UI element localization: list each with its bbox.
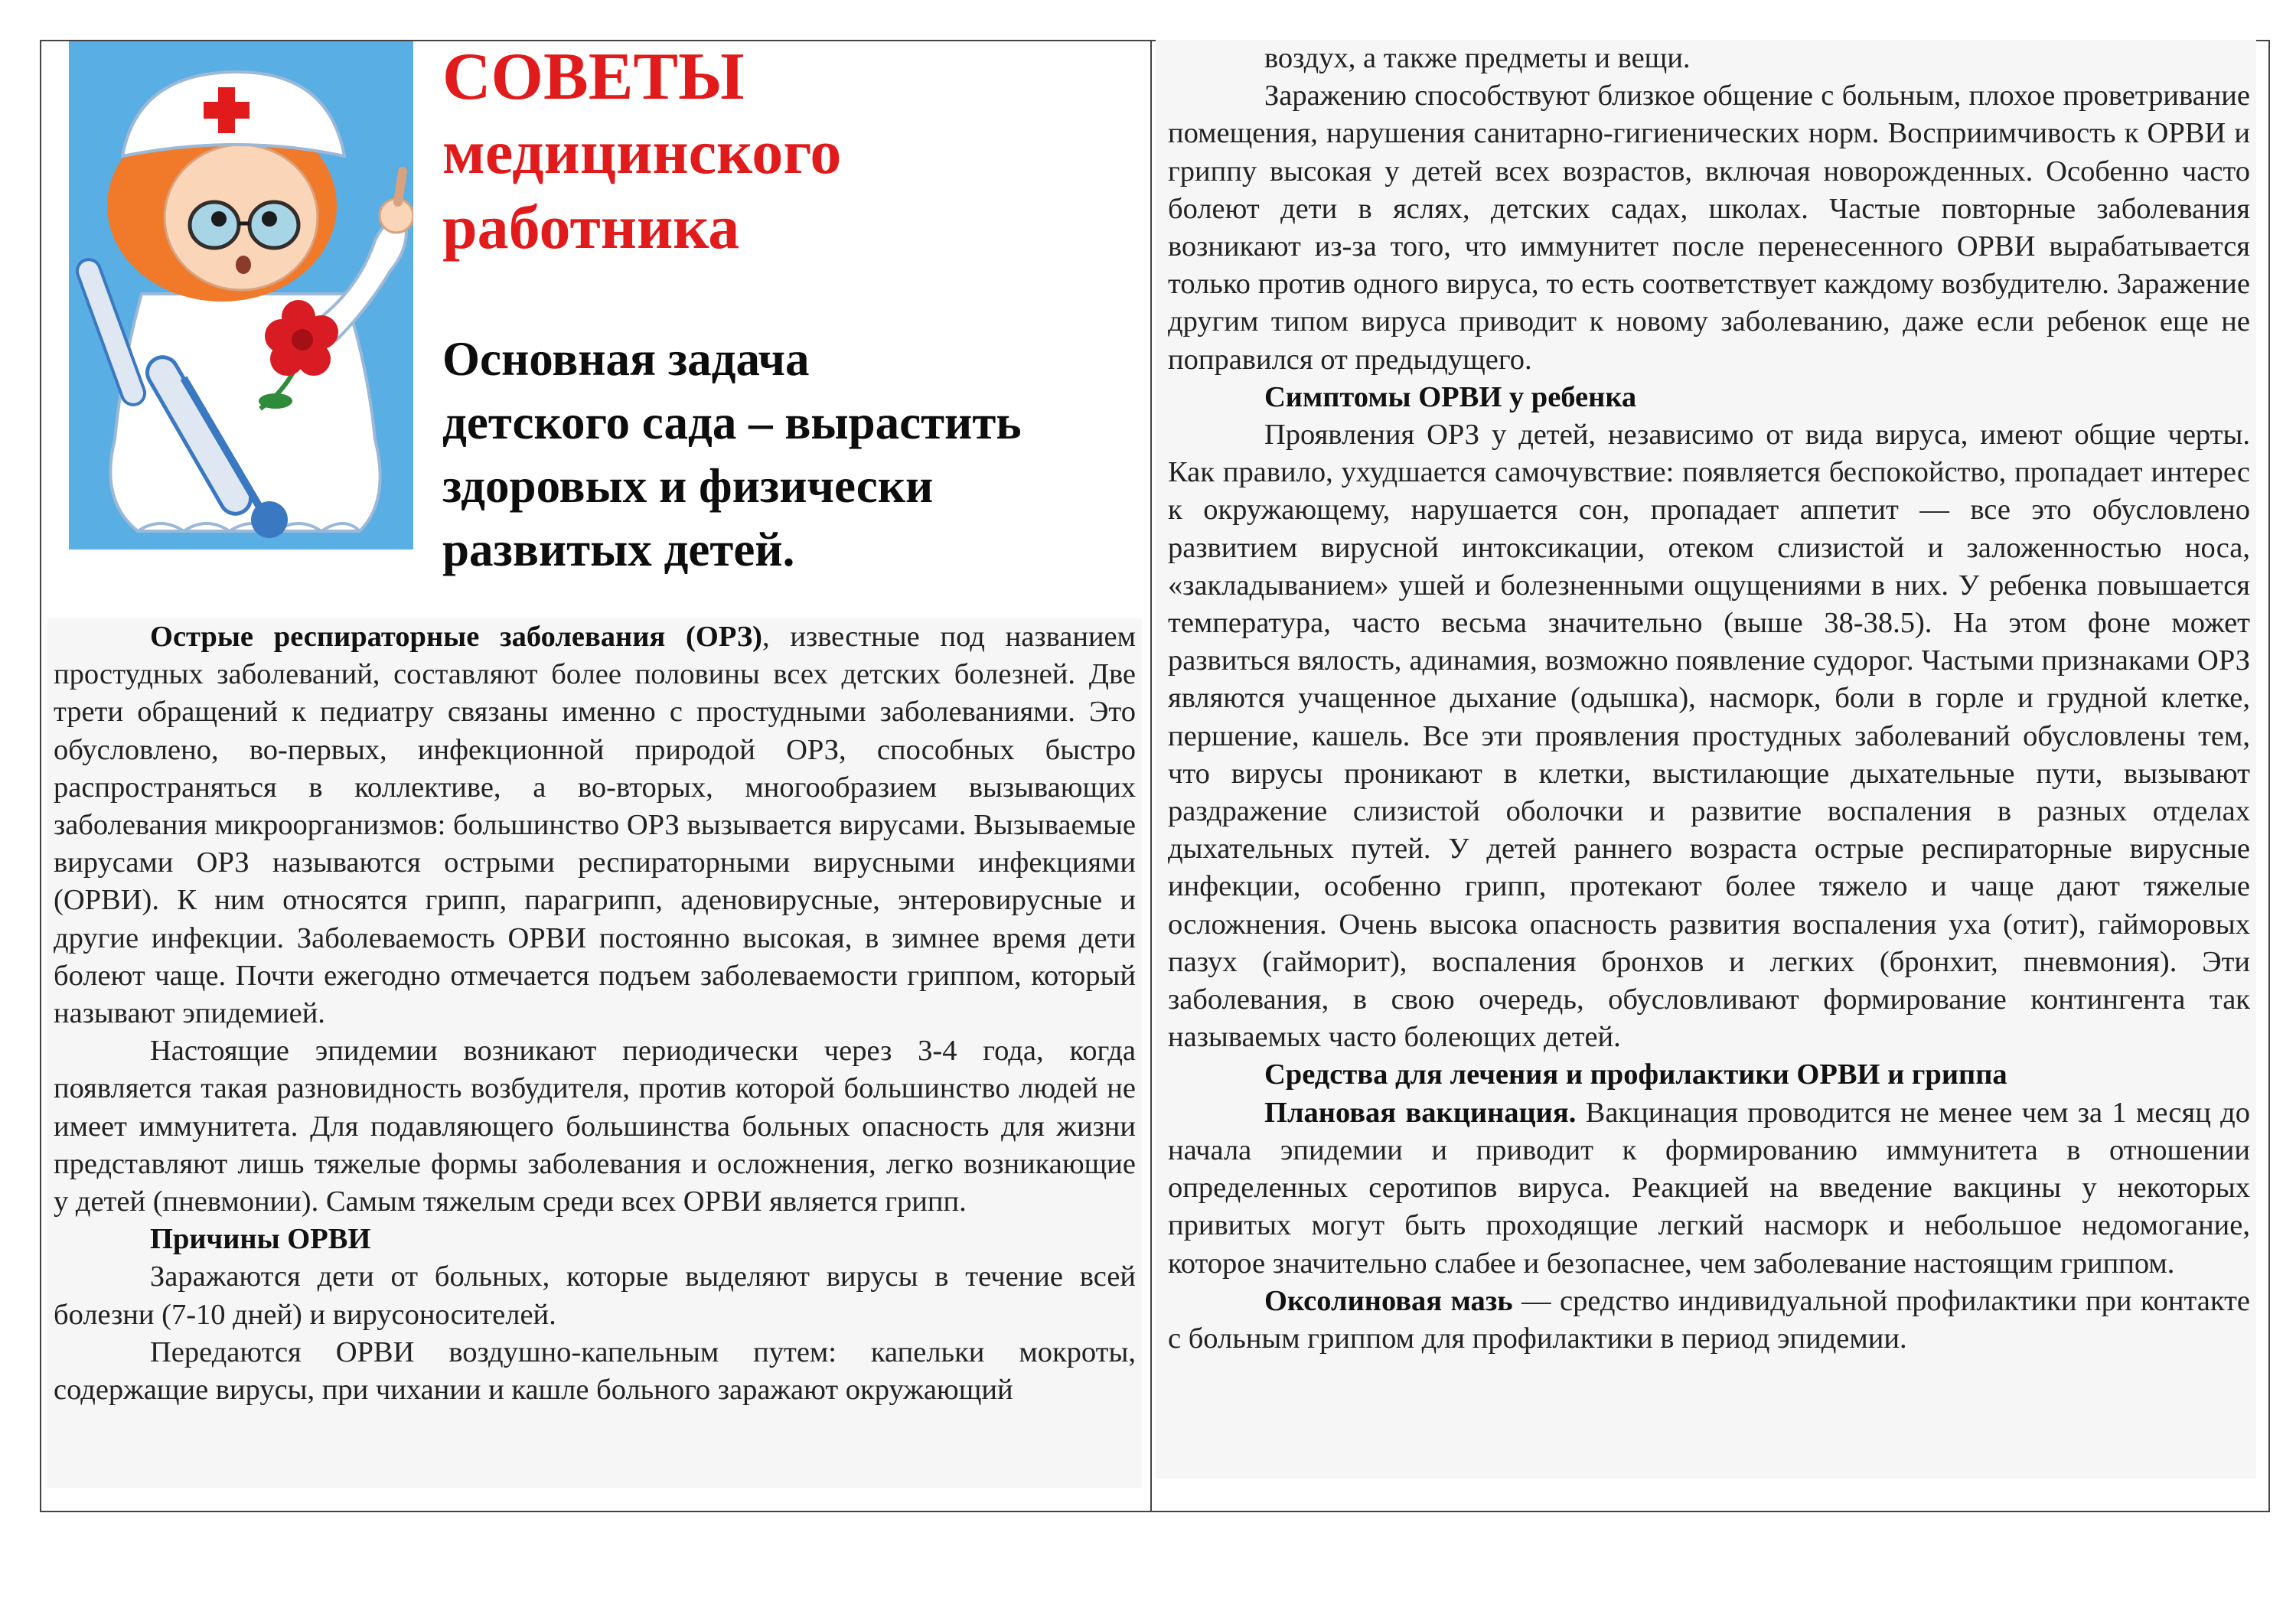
left-text-column	[47, 618, 1142, 1488]
title-line-3: работника	[442, 192, 740, 262]
heading-treatment: Средства для лечения и профилактики ОРВИ и гриппа	[1264, 1058, 2007, 1091]
paragraph-symptoms: Проявления ОРЗ у детей, независимо от вида вируса, имеют общие черты. Как правило, ухудшается самочувствие: появляется беспокойство, пропадает интерес к окружающему, нарушается сон, пропадает аппетит — все это обусловлено развитием вирусной интоксикации, отеком слизистой и заложенностью носа, «закладыванием» ушей и болезненными ощущениями в них. У ребенка повышается температура, часто весьма значительно (выше 38-38.5). На этом фоне может развиться вялость, адинамия, возможно появление судорог. Частыми признаками ОРЗ являются учащенное дыхание (одышка), насморк, боли в горле и грудной клетке, першение, кашель. Все эти проявления простудных заболеваний обусловлены тем, что вирусы проникают в клетки, выстилающие дыхательные пути, вызывают раздражение слизистой оболочки и развитие воспаления в разных отделах дыхательных путей. У детей раннего возраста острые респираторные вирусные инфекции, особенно грипп, протекают более тяжело и чаще дают тяжелые осложнения. Очень высока опасность развития воспаления уха (отит), гайморовых пазух (гайморит), воспаления бронхов и легких (бронхит, пневмония). Эти заболевания, в свою очередь, обусловливают формирование контингента так называемых часто болеющих детей.	[1168, 419, 2250, 1054]
paragraph-epidemics: Настоящие эпидемии возникают периодически через 3-4 года, когда появляется такая разновидность возбудителя, против которой большинство людей не имеет иммунитета. Для подавляющего большинства больных опасность для жизни представляют лишь тяжелые формы заболевания и осложнения, легко возникающие у детей (пневмонии). Самым тяжелым среди всех ОРВИ является грипп.	[54, 1035, 1136, 1218]
nurse-illustration	[69, 41, 413, 549]
column-divider	[1150, 40, 1152, 1512]
paragraph-intro	[54, 618, 1136, 1032]
paragraph-vaccination-text: Вакцинация проводится не менее чем за 1 месяц до начала эпидемии и приводит к формированию иммунитета в отношении определенных серотипов вируса. Реакцией на введение вакцины у некоторых привитых могут быть проходящие легкий насморк и небольшое недомогание, которое значительно слабее и безопаснее, чем заболевание настоящим гриппом.	[1168, 1096, 2250, 1280]
title	[442, 40, 978, 265]
paragraph-infection: Заражаются дети от больных, которые выделяют вирусы в течение всей болезни (7-10 дней) и вирусоносителей.	[54, 1260, 1136, 1331]
right-text-column	[1156, 40, 2256, 1479]
paragraph-ointment	[1168, 1283, 2250, 1358]
title-line-2: медицинского	[442, 117, 842, 187]
motto	[442, 328, 1139, 582]
motto-line-2: детского сада – вырастить	[442, 396, 1022, 449]
heading-causes: Причины ОРВИ	[150, 1223, 371, 1256]
paragraph-ointment-bold: Оксолиновая мазь	[1264, 1284, 1513, 1317]
paragraph-ointment-text: — средство индивидуальной профилактики при контакте с больным гриппом для профилактики в период эпидемии.	[1168, 1284, 2250, 1355]
motto-line-4: развитых детей.	[442, 523, 795, 576]
paragraph-vaccination	[1168, 1094, 2250, 1283]
paragraph-continuation: воздух, а также предметы и вещи.	[1264, 42, 1691, 74]
heading-symptoms: Симптомы ОРВИ у ребенка	[1264, 380, 1637, 413]
paragraph-intro-text: , известные под названием простудных заболеваний, составляют более половины всех детских болезней. Две трети обращений к педиатру связаны именно с простудными заболеваниями. Это обусловлено, во-первых, инфекционной природой ОРЗ, способных быстро распространяться в коллективе, а во-вторых, многообразием вызывающих заболевания микроорганизмов: большинство ОРЗ вызывается вирусами. Вызываемые вирусами ОРЗ называются острыми респираторными вирусными инфекциями (ОРВИ). К ним относятся грипп, парагрипп, аденовирусные, энтеровирусные и другие инфекции. Заболеваемость ОРВИ постоянно высокая, в зимнее время дети болеют чаще. Почти ежегодно отмечается подъем заболеваемости гриппом, который называют эпидемией.	[54, 621, 1136, 1030]
title-line-1: СОВЕТЫ	[442, 40, 745, 114]
paragraph-risk-factors: Заражению способствуют близкое общение с больным, плохое проветривание помещения, нарушения санитарно-гигиенических норм. Восприимчивость к ОРВИ и гриппу высокая у детей всех возрастов, включая новорожденных. Особенно часто болеют дети в яслях, детских садах, школах. Частые повторные заболевания возникают из-за того, что иммунитет после перенесенного ОРВИ вырабатывается только против одного вируса, то есть соответствует каждому возбудителю. Заражение другим типом вируса приводит к новому заболеванию, даже если ребенок еще не поправился от предыдущего.	[1168, 80, 2250, 376]
motto-line-1: Основная задача	[442, 332, 810, 386]
paragraph-intro-bold: Острые респираторные заболевания (ОРЗ)	[150, 621, 762, 653]
paragraph-transmission: Передаются ОРВИ воздушно-капельным путем: капельки мокроты, содержащие вирусы, при чихании и кашле больного заражают окружающий	[54, 1335, 1136, 1407]
motto-line-3: здоровых и физически	[442, 459, 934, 513]
paragraph-vaccination-bold: Плановая вакцинация.	[1264, 1096, 1577, 1129]
